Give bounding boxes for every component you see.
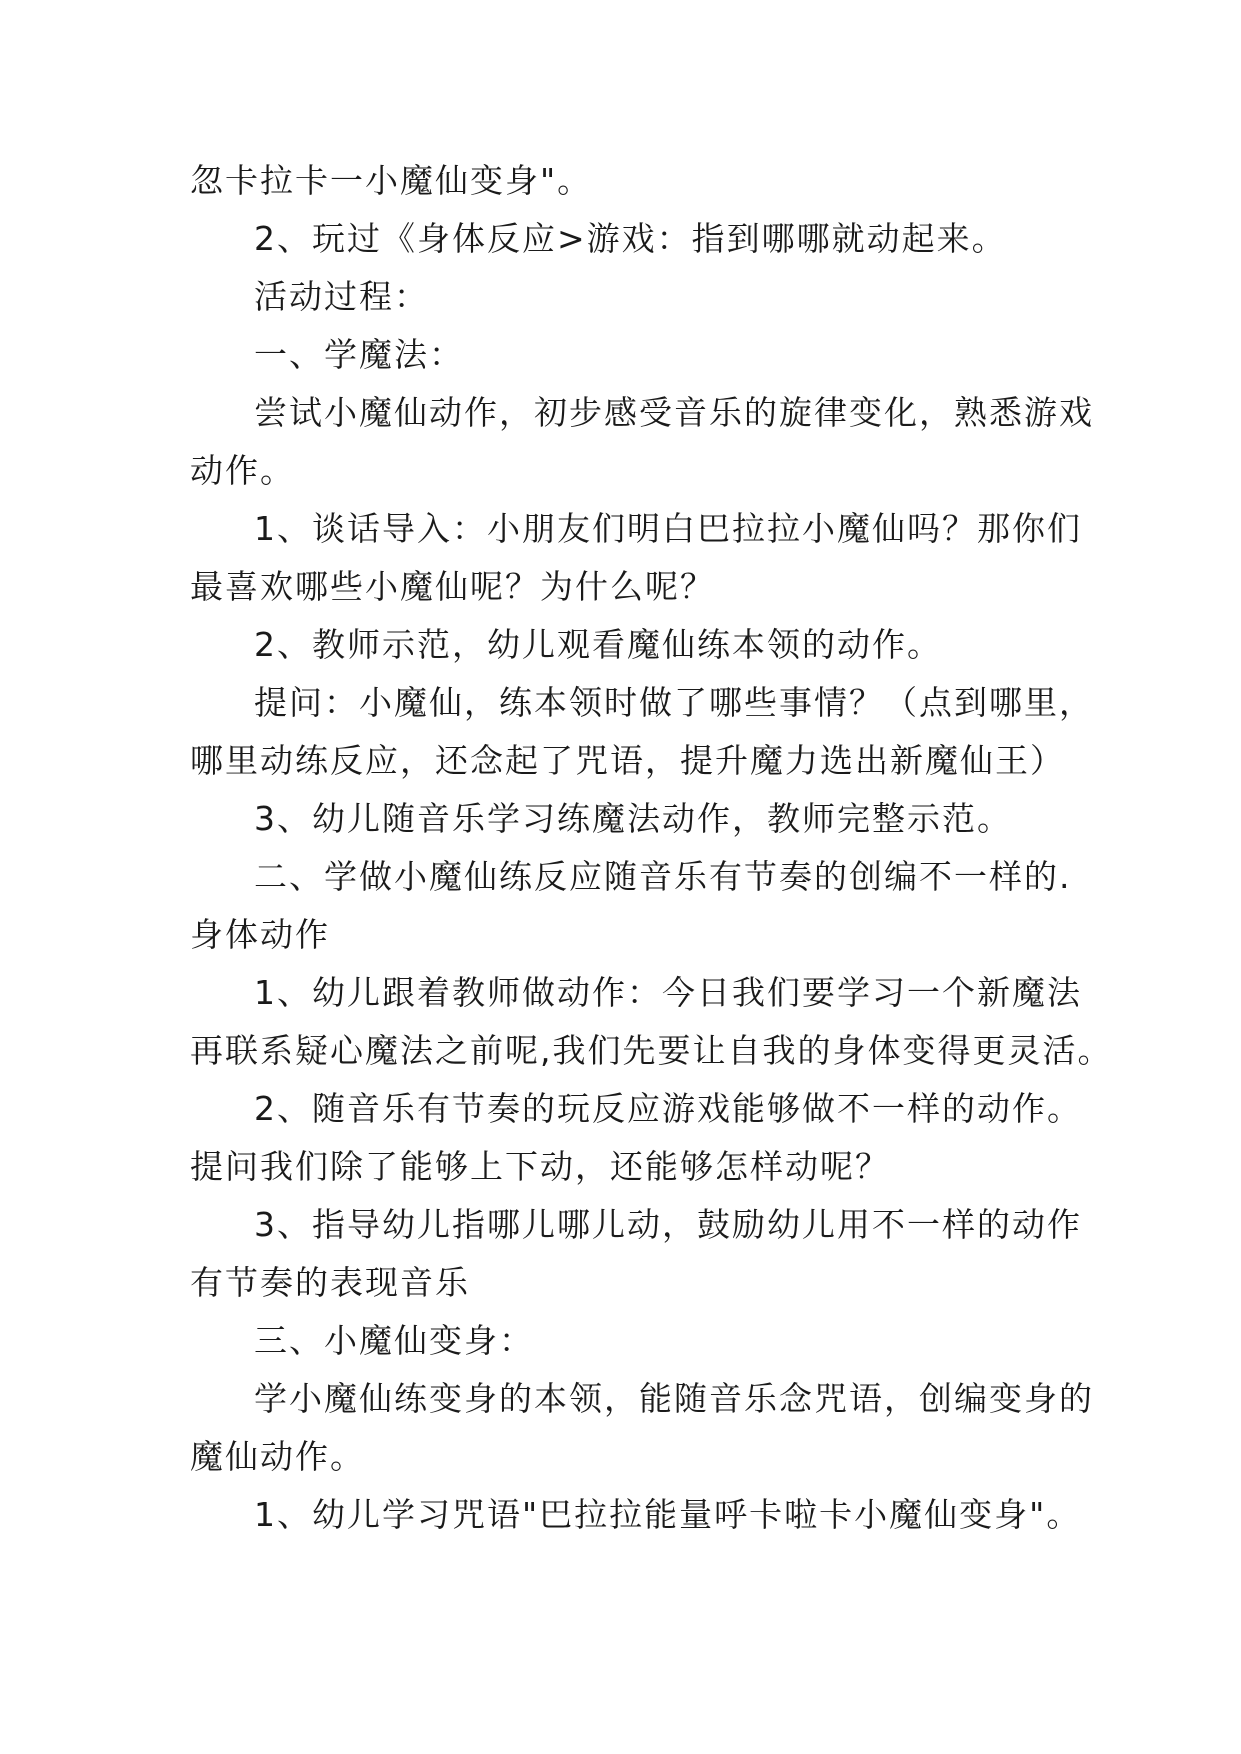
- text-line: 动作。: [190, 451, 295, 490]
- text-line: 忽卡拉卡一小魔仙变身"。: [190, 161, 593, 200]
- section-heading: 三、小魔仙变身：: [254, 1321, 534, 1360]
- text-line: 魔仙动作。: [190, 1437, 365, 1476]
- text-line: 2、教师示范，幼儿观看魔仙练本领的动作。: [254, 625, 942, 664]
- text-line: 1、谈话导入：小朋友们明白巴拉拉小魔仙吗？那你们: [254, 509, 1082, 548]
- section-heading: 二、学做小魔仙练反应随音乐有节奏的创编不一样的.: [254, 857, 1072, 896]
- text-line: 提问我们除了能够上下动，还能够怎样动呢？: [190, 1147, 890, 1186]
- text-line: 哪里动练反应，还念起了咒语，提升魔力选出新魔仙王）: [190, 741, 1065, 780]
- text-line: 再联系疑心魔法之前呢,我们先要让自我的身体变得更灵活。: [190, 1031, 1113, 1070]
- section-heading: 活动过程：: [254, 277, 429, 316]
- text-line: 身体动作: [190, 915, 330, 954]
- document-body: [190, 152, 1113, 1544]
- text-line: 1、幼儿跟着教师做动作：今日我们要学习一个新魔法: [254, 973, 1082, 1012]
- text-line: 提问：小魔仙，练本领时做了哪些事情？（点到哪里，: [254, 683, 1094, 722]
- text-line: 2、随音乐有节奏的玩反应游戏能够做不一样的动作。: [254, 1089, 1082, 1128]
- section-heading: 一、学魔法：: [254, 335, 464, 374]
- text-line: 最喜欢哪些小魔仙呢？为什么呢？: [190, 567, 715, 606]
- text-line: 1、幼儿学习咒语"巴拉拉能量呼卡啦卡小魔仙变身"。: [254, 1495, 1082, 1534]
- text-line: 3、指导幼儿指哪儿哪儿动，鼓励幼儿用不一样的动作: [254, 1205, 1082, 1244]
- text-line: 2、玩过《身体反应>游戏：指到哪哪就动起来。: [254, 219, 1007, 258]
- text-line: 有节奏的表现音乐: [190, 1263, 470, 1302]
- text-line: 尝试小魔仙动作，初步感受音乐的旋律变化，熟悉游戏: [254, 393, 1094, 432]
- text-line: 3、幼儿随音乐学习练魔法动作，教师完整示范。: [254, 799, 1012, 838]
- text-line: 学小魔仙练变身的本领，能随音乐念咒语，创编变身的: [254, 1379, 1094, 1418]
